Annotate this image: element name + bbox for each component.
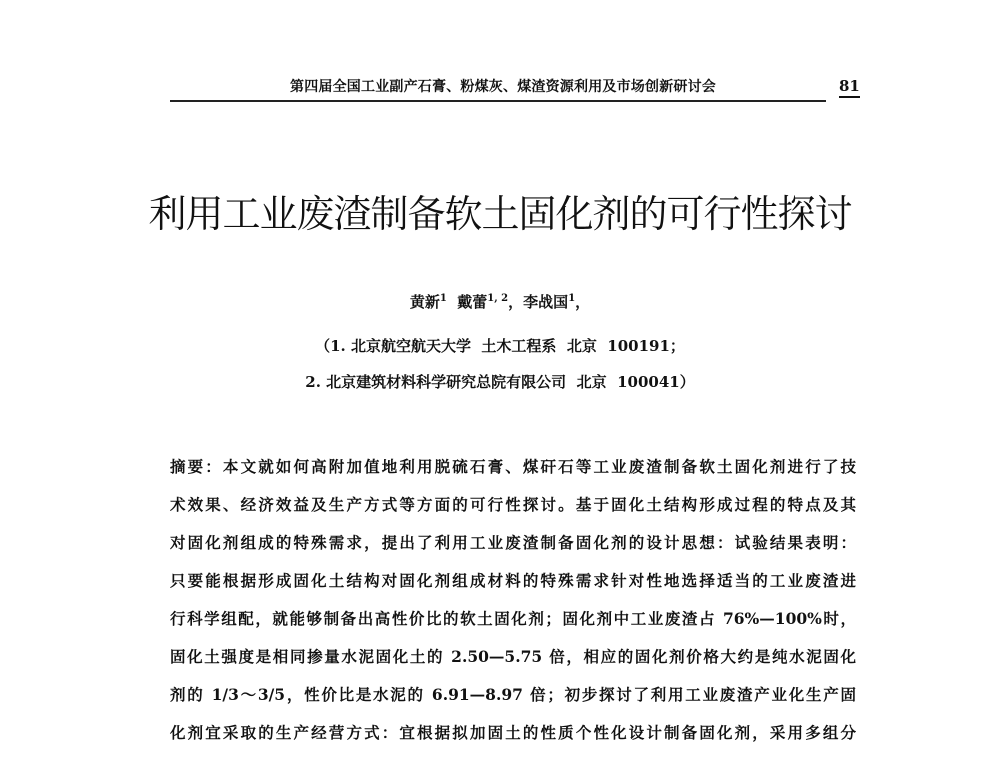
- abstract-line: 化剂宜采取的生产经营方式：宜根据拟加固土的性质个性化设计制备固化剂，采用多组分: [170, 723, 856, 742]
- abstract-line: 摘要：本文就如何高附加值地利用脱硫石膏、煤矸石等工业废渣制备软土固化剂进行了技: [170, 457, 856, 476]
- author-affiliation-mark: 1: [568, 293, 576, 304]
- affiliation-2: 2. 北京建筑材料科学研究总院有限公司 北京 100041）: [305, 373, 695, 391]
- author-name: 黄新: [409, 293, 440, 311]
- abstract-line: 术效果、经济效益及生产方式等方面的可行性探讨。基于固化土结构形成过程的特点及其: [170, 495, 856, 514]
- abstract-line: 行科学组配，就能够制备出高性价比的软土固化剂；固化剂中工业废渣占 76%—100%时，: [170, 609, 856, 628]
- page-number: 81: [839, 76, 860, 98]
- abstract-line: 固化土强度是相同掺量水泥固化土的 2.50—5.75 倍，相应的固化剂价格大约是纯水泥固化: [170, 647, 856, 666]
- affiliation-1: （1. 北京航空航天大学 土木工程系 北京 100191；: [315, 337, 685, 355]
- author-affiliation-mark: 1, 2: [487, 293, 509, 304]
- abstract-line: 对固化剂组成的特殊需求，提出了利用工业废渣制备固化剂的设计思想：试验结果表明：: [170, 533, 856, 552]
- author-name: 戴蕾: [457, 293, 488, 311]
- header-rule: [170, 100, 826, 102]
- running-header: 第四届全国工业副产石膏、粉煤灰、煤渣资源利用及市场创新研讨会: [290, 79, 716, 95]
- author-list: 黄新$^1$ 戴蕾$^{1, 2}$，李战国$^1$，: [409, 293, 591, 311]
- author-name: 李战国: [523, 293, 569, 311]
- paper-title: 利用工业废渣制备软土固化剂的可行性探讨: [148, 192, 852, 236]
- abstract-line: 只要能根据形成固化土结构对固化剂组成材料的特殊需求针对性地选择适当的工业废渣进: [170, 571, 856, 590]
- author-affiliation-mark: 1: [439, 293, 447, 304]
- abstract-line: 剂的 1/3～3/5，性价比是水泥的 6.91—8.97 倍；初步探讨了利用工业废渣产业化生产固: [170, 685, 856, 704]
